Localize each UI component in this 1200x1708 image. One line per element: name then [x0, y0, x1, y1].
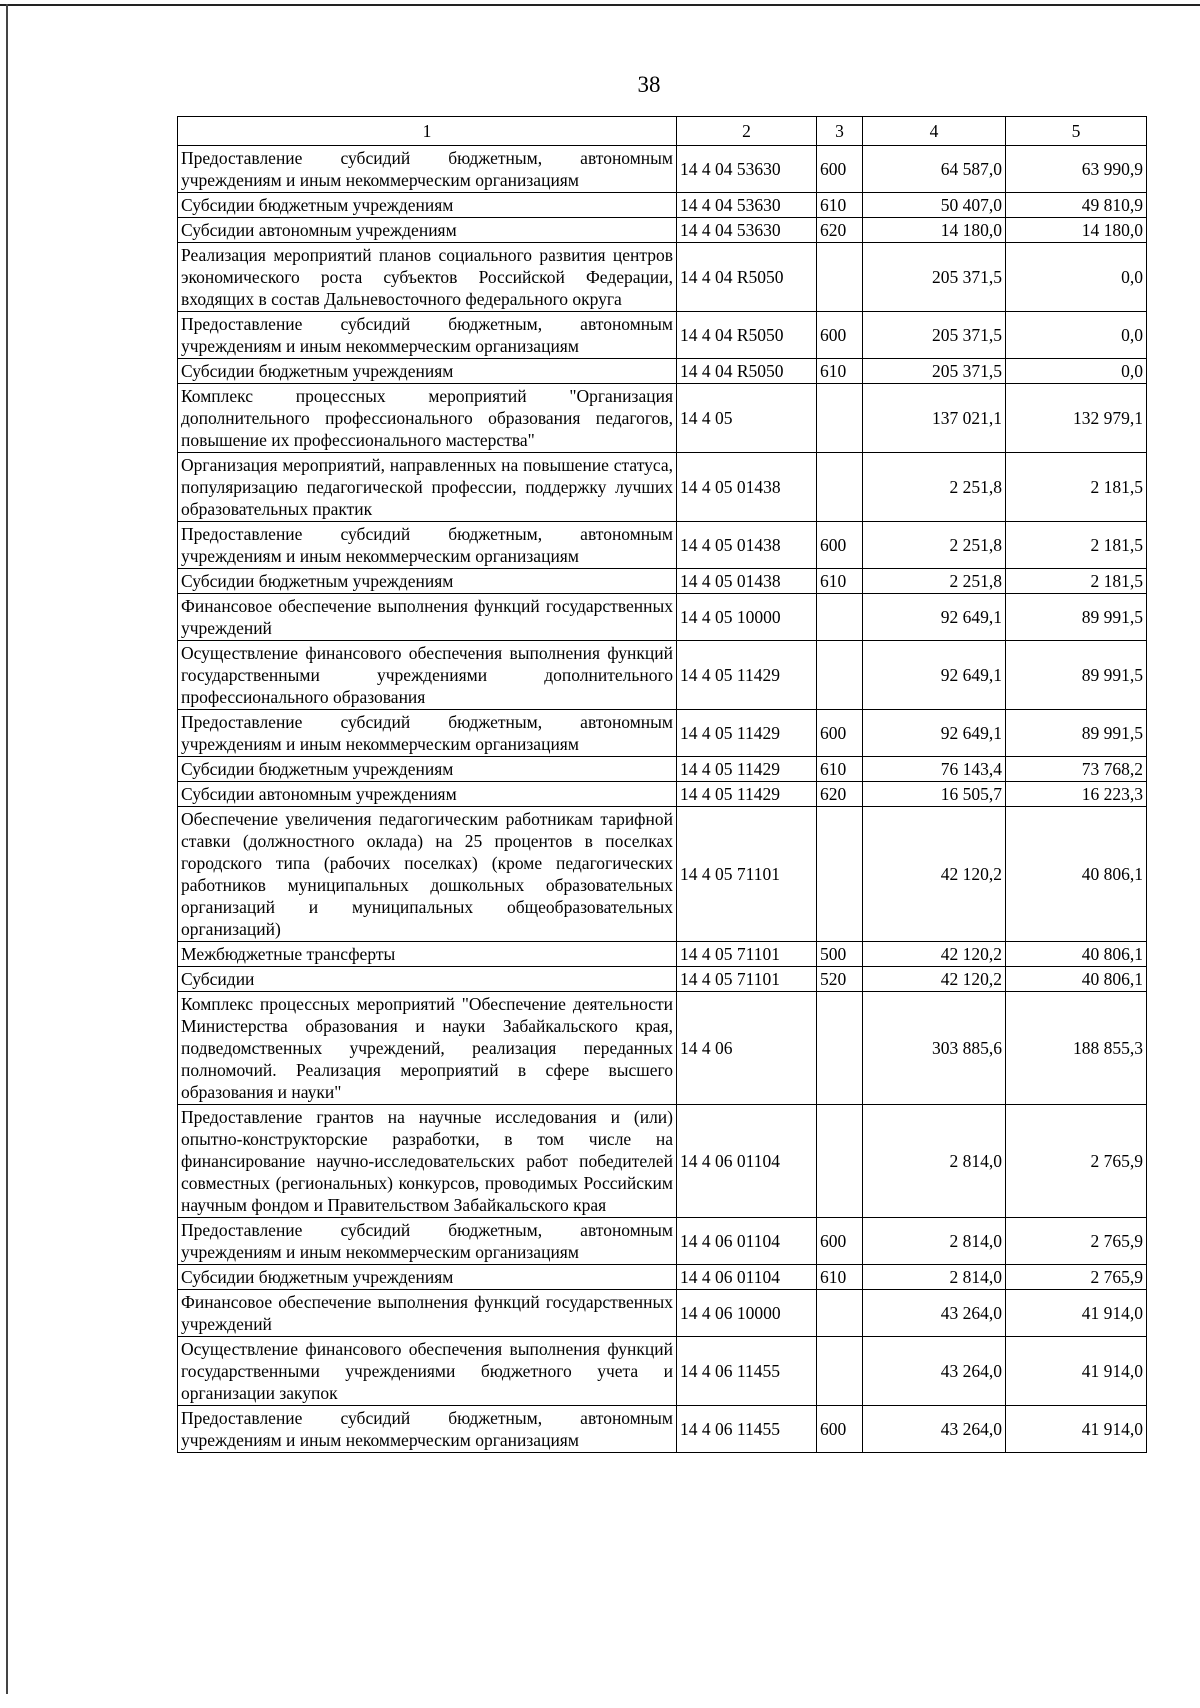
row-amount-2-cell: 63 990,9: [1006, 146, 1147, 193]
row-amount-2-cell: 0,0: [1006, 312, 1147, 359]
row-code-cell: 14 4 06: [677, 992, 817, 1105]
scan-border-left: [6, 4, 8, 1694]
row-expense-type-cell: [817, 1337, 863, 1406]
row-name-cell: Субсидии автономным учреждениям: [178, 782, 677, 807]
row-code-cell: 14 4 05 11429: [677, 641, 817, 710]
column-header-amount-1: 4: [863, 117, 1006, 146]
table-row: [178, 1290, 1147, 1337]
row-code-cell: 14 4 04 53630: [677, 193, 817, 218]
table-row: [178, 146, 1147, 193]
row-code-cell: 14 4 05 11429: [677, 782, 817, 807]
row-code-cell: 14 4 04 53630: [677, 146, 817, 193]
table-row: [178, 312, 1147, 359]
row-amount-1-cell: 2 814,0: [863, 1218, 1006, 1265]
row-name-cell: Комплекс процессных мероприятий "Обеспечение деятельности Министерства образования и науки Забайкальского края, подведомственных учреждений, реализация переданных полномочий. Реализация мероприятий в сфере высшего образования и науки": [178, 992, 677, 1105]
table-row: [178, 967, 1147, 992]
row-code-cell: 14 4 05 71101: [677, 807, 817, 942]
table-row: [178, 193, 1147, 218]
row-amount-2-cell: 89 991,5: [1006, 710, 1147, 757]
table-header-row: [178, 117, 1147, 146]
table-row: [178, 1406, 1147, 1453]
row-expense-type-cell: 610: [817, 757, 863, 782]
row-expense-type-cell: [817, 243, 863, 312]
row-name-cell: Реализация мероприятий планов социального развития центров экономического роста субъектов Российской Федерации, входящих в состав Дальневосточного федерального округа: [178, 243, 677, 312]
row-amount-1-cell: 43 264,0: [863, 1290, 1006, 1337]
row-code-cell: 14 4 06 11455: [677, 1406, 817, 1453]
row-code-cell: 14 4 06 01104: [677, 1218, 817, 1265]
table-row: [178, 1218, 1147, 1265]
row-amount-1-cell: 2 251,8: [863, 522, 1006, 569]
table-row: [178, 1105, 1147, 1218]
row-amount-1-cell: 2 814,0: [863, 1105, 1006, 1218]
row-amount-2-cell: 41 914,0: [1006, 1290, 1147, 1337]
row-name-cell: Осуществление финансового обеспечения выполнения функций государственными учреждениями бюджетного учета и организации закупок: [178, 1337, 677, 1406]
row-code-cell: 14 4 05 71101: [677, 942, 817, 967]
row-amount-2-cell: 16 223,3: [1006, 782, 1147, 807]
row-name-cell: Субсидии бюджетным учреждениям: [178, 193, 677, 218]
row-amount-1-cell: 42 120,2: [863, 807, 1006, 942]
row-amount-2-cell: 40 806,1: [1006, 807, 1147, 942]
row-name-cell: Финансовое обеспечение выполнения функций государственных учреждений: [178, 594, 677, 641]
row-amount-1-cell: 205 371,5: [863, 359, 1006, 384]
row-name-cell: Субсидии: [178, 967, 677, 992]
row-name-cell: Организация мероприятий, направленных на повышение статуса, популяризацию педагогической профессии, поддержку лучших образовательных практик: [178, 453, 677, 522]
table-row: [178, 594, 1147, 641]
row-amount-2-cell: 188 855,3: [1006, 992, 1147, 1105]
row-name-cell: Субсидии бюджетным учреждениям: [178, 757, 677, 782]
row-amount-1-cell: 92 649,1: [863, 710, 1006, 757]
row-amount-1-cell: 16 505,7: [863, 782, 1006, 807]
row-amount-2-cell: 2 765,9: [1006, 1218, 1147, 1265]
row-name-cell: Предоставление субсидий бюджетным, автономным учреждениям и иным некоммерческим организациям: [178, 312, 677, 359]
column-header-expense-type: 3: [817, 117, 863, 146]
row-amount-2-cell: 0,0: [1006, 359, 1147, 384]
row-code-cell: 14 4 04 R5050: [677, 359, 817, 384]
row-code-cell: 14 4 04 53630: [677, 218, 817, 243]
row-expense-type-cell: 600: [817, 1406, 863, 1453]
row-name-cell: Комплекс процессных мероприятий "Организация дополнительного профессионального образования педагогов, повышение их профессионального мастерства": [178, 384, 677, 453]
row-amount-1-cell: 14 180,0: [863, 218, 1006, 243]
row-amount-2-cell: 41 914,0: [1006, 1406, 1147, 1453]
row-expense-type-cell: 620: [817, 782, 863, 807]
row-code-cell: 14 4 05 71101: [677, 967, 817, 992]
row-name-cell: Субсидии бюджетным учреждениям: [178, 359, 677, 384]
row-code-cell: 14 4 06 11455: [677, 1337, 817, 1406]
row-expense-type-cell: 600: [817, 312, 863, 359]
row-amount-2-cell: 41 914,0: [1006, 1337, 1147, 1406]
row-amount-2-cell: 89 991,5: [1006, 594, 1147, 641]
column-header-amount-2: 5: [1006, 117, 1147, 146]
row-expense-type-cell: 600: [817, 146, 863, 193]
table-body: [178, 146, 1147, 1453]
row-name-cell: Обеспечение увеличения педагогическим работникам тарифной ставки (должностного оклада) на 25 процентов в поселках городского типа (рабочих поселках) (кроме педагогических работников муниципальных дошкольных образовательных организаций и муниципальных общеобразовательных организаций): [178, 807, 677, 942]
table-row: [178, 757, 1147, 782]
row-name-cell: Субсидии бюджетным учреждениям: [178, 569, 677, 594]
table-row: [178, 710, 1147, 757]
table-row: [178, 359, 1147, 384]
row-name-cell: Субсидии бюджетным учреждениям: [178, 1265, 677, 1290]
row-expense-type-cell: 620: [817, 218, 863, 243]
row-amount-1-cell: 92 649,1: [863, 594, 1006, 641]
table-row: [178, 942, 1147, 967]
budget-table: [177, 116, 1147, 1453]
column-header-name: 1: [178, 117, 677, 146]
row-expense-type-cell: [817, 453, 863, 522]
row-name-cell: Финансовое обеспечение выполнения функций государственных учреждений: [178, 1290, 677, 1337]
row-amount-1-cell: 42 120,2: [863, 967, 1006, 992]
row-name-cell: Предоставление грантов на научные исследования и (или) опытно-конструкторские разработки, в том числе на финансирование научно-исследовательских работ победителей совместных (региональных) конкурсов, проводимых Российским научным фондом и Правительством Забайкальского края: [178, 1105, 677, 1218]
row-expense-type-cell: [817, 992, 863, 1105]
row-amount-1-cell: 76 143,4: [863, 757, 1006, 782]
row-expense-type-cell: 500: [817, 942, 863, 967]
row-code-cell: 14 4 05: [677, 384, 817, 453]
row-name-cell: Предоставление субсидий бюджетным, автономным учреждениям и иным некоммерческим организациям: [178, 1406, 677, 1453]
row-code-cell: 14 4 06 01104: [677, 1105, 817, 1218]
table-row: [178, 384, 1147, 453]
row-expense-type-cell: 610: [817, 193, 863, 218]
table-row: [178, 1337, 1147, 1406]
row-expense-type-cell: 610: [817, 569, 863, 594]
table-row: [178, 522, 1147, 569]
row-amount-2-cell: 2 181,5: [1006, 569, 1147, 594]
row-code-cell: 14 4 05 11429: [677, 757, 817, 782]
row-amount-1-cell: 2 251,8: [863, 453, 1006, 522]
row-amount-1-cell: 50 407,0: [863, 193, 1006, 218]
row-expense-type-cell: 600: [817, 522, 863, 569]
row-code-cell: 14 4 05 01438: [677, 453, 817, 522]
row-amount-2-cell: 40 806,1: [1006, 942, 1147, 967]
row-amount-1-cell: 303 885,6: [863, 992, 1006, 1105]
row-code-cell: 14 4 05 01438: [677, 522, 817, 569]
row-expense-type-cell: 520: [817, 967, 863, 992]
row-amount-2-cell: 73 768,2: [1006, 757, 1147, 782]
row-code-cell: 14 4 06 10000: [677, 1290, 817, 1337]
row-expense-type-cell: 600: [817, 1218, 863, 1265]
column-header-code: 2: [677, 117, 817, 146]
row-amount-2-cell: 2 181,5: [1006, 522, 1147, 569]
row-amount-1-cell: 64 587,0: [863, 146, 1006, 193]
row-amount-2-cell: 89 991,5: [1006, 641, 1147, 710]
row-expense-type-cell: 610: [817, 1265, 863, 1290]
row-expense-type-cell: [817, 594, 863, 641]
row-expense-type-cell: [817, 807, 863, 942]
row-amount-1-cell: 43 264,0: [863, 1337, 1006, 1406]
row-name-cell: Предоставление субсидий бюджетным, автономным учреждениям и иным некоммерческим организациям: [178, 710, 677, 757]
row-amount-2-cell: 2 765,9: [1006, 1105, 1147, 1218]
row-expense-type-cell: [817, 1290, 863, 1337]
row-expense-type-cell: [817, 1105, 863, 1218]
row-name-cell: Осуществление финансового обеспечения выполнения функций государственными учреждениями дополнительного профессионального образования: [178, 641, 677, 710]
row-name-cell: Предоставление субсидий бюджетным, автономным учреждениям и иным некоммерческим организациям: [178, 1218, 677, 1265]
row-code-cell: 14 4 04 R5050: [677, 243, 817, 312]
row-code-cell: 14 4 05 10000: [677, 594, 817, 641]
table-row: [178, 569, 1147, 594]
table-row: [178, 218, 1147, 243]
row-amount-1-cell: 2 251,8: [863, 569, 1006, 594]
row-amount-2-cell: 14 180,0: [1006, 218, 1147, 243]
row-expense-type-cell: [817, 384, 863, 453]
row-amount-2-cell: 2 765,9: [1006, 1265, 1147, 1290]
row-amount-2-cell: 2 181,5: [1006, 453, 1147, 522]
table-row: [178, 453, 1147, 522]
row-amount-1-cell: 205 371,5: [863, 243, 1006, 312]
page-number: 38: [637, 72, 661, 97]
scan-border-top: [0, 4, 1200, 6]
row-code-cell: 14 4 04 R5050: [677, 312, 817, 359]
row-expense-type-cell: 610: [817, 359, 863, 384]
row-amount-2-cell: 40 806,1: [1006, 967, 1147, 992]
table-row: [178, 807, 1147, 942]
row-name-cell: Предоставление субсидий бюджетным, автономным учреждениям и иным некоммерческим организациям: [178, 522, 677, 569]
row-amount-1-cell: 43 264,0: [863, 1406, 1006, 1453]
row-amount-1-cell: 137 021,1: [863, 384, 1006, 453]
table-row: [178, 992, 1147, 1105]
row-name-cell: Межбюджетные трансферты: [178, 942, 677, 967]
table-row: [178, 782, 1147, 807]
row-amount-1-cell: 42 120,2: [863, 942, 1006, 967]
row-expense-type-cell: 600: [817, 710, 863, 757]
row-amount-2-cell: 49 810,9: [1006, 193, 1147, 218]
table-row: [178, 1265, 1147, 1290]
row-amount-2-cell: 132 979,1: [1006, 384, 1147, 453]
row-name-cell: Субсидии автономным учреждениям: [178, 218, 677, 243]
table-row: [178, 243, 1147, 312]
table-row: [178, 641, 1147, 710]
row-amount-1-cell: 2 814,0: [863, 1265, 1006, 1290]
row-expense-type-cell: [817, 641, 863, 710]
row-code-cell: 14 4 05 11429: [677, 710, 817, 757]
row-code-cell: 14 4 05 01438: [677, 569, 817, 594]
row-amount-1-cell: 205 371,5: [863, 312, 1006, 359]
row-amount-1-cell: 92 649,1: [863, 641, 1006, 710]
row-name-cell: Предоставление субсидий бюджетным, автономным учреждениям и иным некоммерческим организациям: [178, 146, 677, 193]
row-amount-2-cell: 0,0: [1006, 243, 1147, 312]
row-code-cell: 14 4 06 01104: [677, 1265, 817, 1290]
